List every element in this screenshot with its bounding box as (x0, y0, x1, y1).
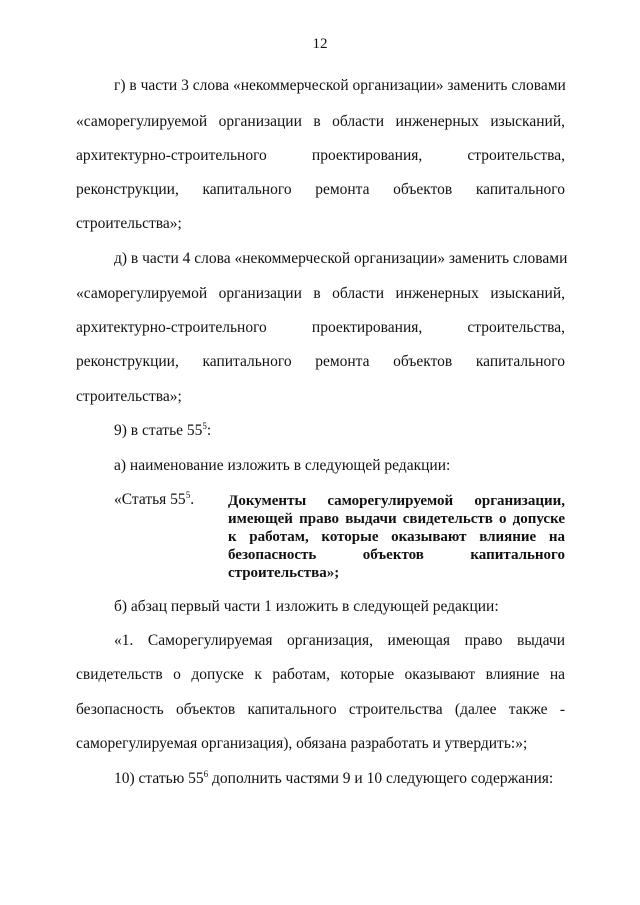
item-10-rest: дополнить частями 9 и 10 следующего содержания: (208, 770, 554, 787)
item-9-sup: 5 (202, 421, 207, 431)
quote-1-line-3: безопасность объектов капитального строительства (далее также - (76, 701, 565, 718)
article-label (114, 490, 194, 510)
item-9 (114, 421, 565, 441)
item-9-text: 9) в статье 55 (114, 422, 203, 439)
article-title-line-4: безопасность объектов капитального (228, 547, 565, 563)
item-d-line-3: архитектурно-строительного проектирования, строительства, (76, 319, 565, 336)
item-g-line-3: архитектурно-строительного проектирования, строительства, (76, 147, 565, 164)
quote-1-line-4: саморегулируемая организация), обязана разработать и утвердить:»; (76, 735, 528, 752)
article-label-dot: . (190, 491, 195, 508)
item-g-line-5: строительства»; (76, 215, 182, 232)
page-number: 12 (312, 36, 328, 52)
article-title-line-1: Документы саморегулируемой организации, (228, 493, 565, 509)
article-label-text: «Статья 55 (114, 491, 186, 508)
item-d-line-5: строительства»; (76, 388, 182, 405)
item-10-sup: 6 (203, 769, 209, 779)
item-g-line-2: «саморегулируемой организации в области инженерных изысканий, (76, 113, 565, 130)
item-9b: б) абзац первый части 1 изложить в следующей редакции: (114, 598, 499, 615)
item-g-line-4: реконструкции, капитального ремонта объектов капитального (76, 181, 565, 198)
item-d-line-4: реконструкции, капитального ремонта объектов капитального (76, 353, 565, 370)
article-title-line-5: строительства»; (228, 565, 340, 581)
item-g-line-1: г) в части 3 слова «некоммерческой организации» заменить словами (114, 77, 566, 94)
item-10-text: 10) статью 55 (114, 770, 204, 787)
item-9a: а) наименование изложить в следующей редакции: (114, 457, 451, 474)
article-title-line-2: имеющей право выдачи свидетельств о допуске (228, 511, 565, 527)
quote-1-line-1: «1. Саморегулируемая организация, имеющая право выдачи (114, 632, 565, 649)
article-label-sup: 5 (185, 490, 191, 500)
article-title-line-3: к работам, которые оказывают влияние на (228, 529, 565, 545)
item-10 (114, 769, 565, 789)
item-d-line-1: д) в части 4 слова «некоммерческой организации» заменить словами (114, 250, 568, 267)
item-9-colon: : (206, 422, 212, 439)
item-d-line-2: «саморегулируемой организации в области инженерных изысканий, (76, 285, 565, 302)
quote-1-line-2: свидетельств о допуске к работам, которые оказывают влияние на (76, 666, 565, 683)
